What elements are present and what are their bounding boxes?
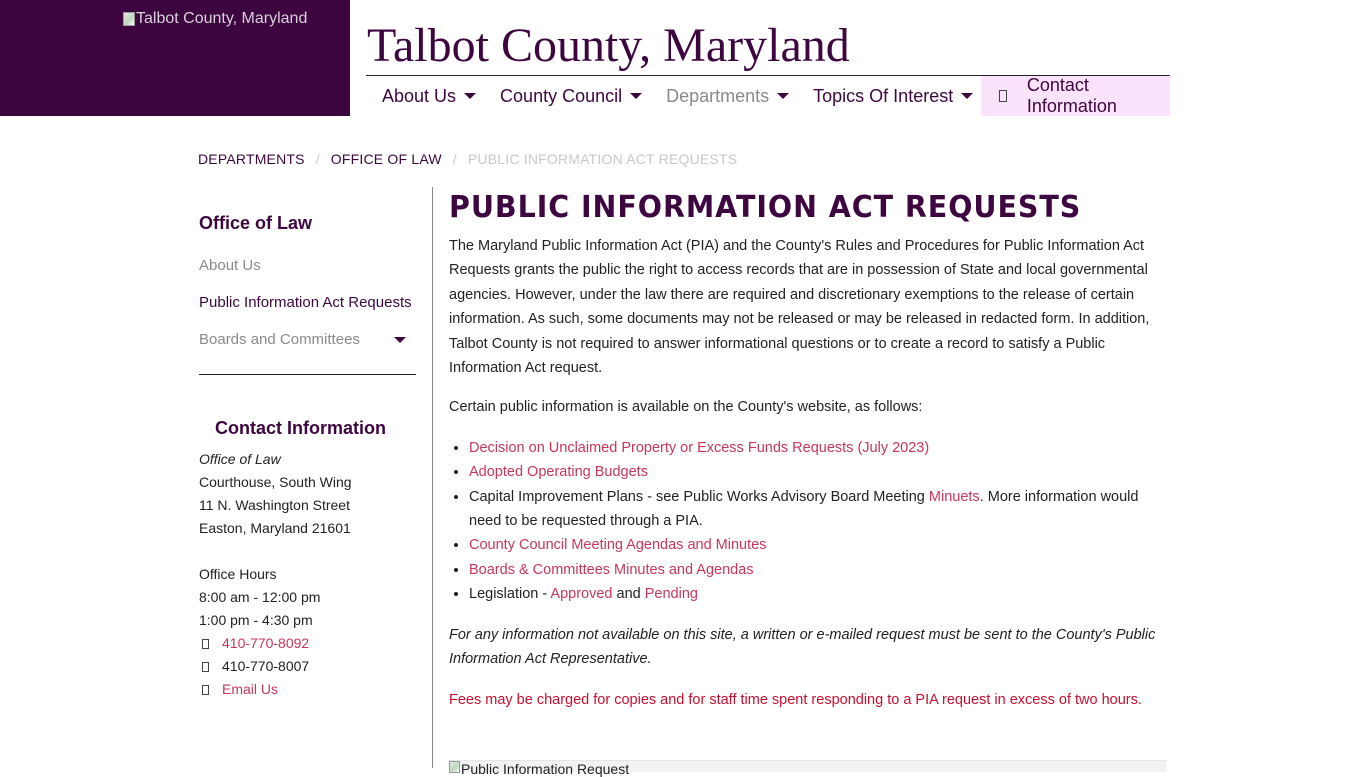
office-hours-line: 8:00 am - 12:00 pm: [199, 589, 321, 605]
fees-note: Fees may be charged for copies and for staff time spent responding to a PIA request in excess of two hours.: [449, 691, 1142, 708]
contact-address-line: 11 N. Washington Street: [199, 497, 350, 513]
caret-down-icon: [961, 93, 973, 99]
list-text: . More information would need to be requested through a PIA.: [469, 488, 1139, 530]
sidebar-heading[interactable]: Office of Law: [199, 213, 313, 233]
list-item: [469, 558, 1167, 582]
list-text: Capital Improvement Plans - see Public Works Advisory Board Meeting: [469, 488, 929, 505]
nav-item-about-us[interactable]: [366, 76, 484, 116]
site-title[interactable]: Talbot County, Maryland: [367, 19, 850, 72]
sidebar-item-label: Boards and Committees: [199, 331, 360, 348]
sidebar-item-about-us[interactable]: About Us: [199, 257, 261, 274]
breadcrumb-separator: /: [452, 151, 457, 167]
breadcrumb-departments[interactable]: DEPARTMENTS: [198, 151, 305, 167]
caret-down-icon[interactable]: [394, 337, 406, 343]
list-intro: Certain public information is available on the County's website, as follows:: [449, 399, 923, 416]
spacer: [199, 540, 416, 563]
nav-item-label: County Council: [500, 85, 623, 106]
image-alt-text: Public Information Request: [461, 761, 630, 777]
intro-paragraph: The Maryland Public Information Act (PIA) and the County's Rules and Procedures for Public Information Act Requests grants the public the right to access records that are in possession of State and local governmental agencies. However, under the law there are required and discretionary exemptions to the release of certain information. As such, some documents may not be released or may be released in redacted form. In addition, Talbot County is not required to answer informational questions or to create a record to satisfy a Public Information Act request.: [449, 238, 1150, 377]
legislation-pending-link[interactable]: Pending: [644, 586, 698, 603]
content-divider: [432, 187, 433, 768]
request-note: For any information not available on this site, a written or e-mailed request must be sent to the County's Public Information Act Representative.: [449, 626, 1156, 668]
contact-phone: [199, 632, 416, 655]
office-hours-label: Office Hours: [199, 566, 277, 582]
nav-item-label: Departments: [666, 85, 770, 106]
page-title: PUBLIC INFORMATION ACT REQUESTS: [449, 190, 1082, 225]
sidebar-item-boards-and-committees[interactable]: [199, 331, 416, 348]
breadcrumb-office-of-law[interactable]: OFFICE OF LAW: [330, 151, 442, 167]
site-logo[interactable]: [123, 10, 307, 28]
contact-info: [199, 448, 416, 701]
office-hours-line: 1:00 pm - 4:30 pm: [199, 612, 313, 628]
broken-image-icon: [449, 761, 460, 773]
public-info-list: [449, 436, 1167, 607]
list-item: [469, 533, 1167, 557]
fax-icon: [202, 662, 209, 672]
nav-contact-information[interactable]: [981, 76, 1170, 116]
sidebar-item-pia-requests[interactable]: Public Information Act Requests: [199, 294, 412, 311]
contact-heading: Contact Information: [215, 418, 386, 438]
nav-contact-label: Contact Information: [1026, 75, 1117, 116]
breadcrumb-separator: /: [315, 151, 320, 167]
nav-item-label: Topics Of Interest: [813, 85, 954, 106]
breadcrumb-current: PUBLIC INFORMATION ACT REQUESTS: [467, 151, 738, 167]
email-link[interactable]: Email Us: [222, 681, 279, 697]
contact-address-line: Courthouse, South Wing: [199, 474, 352, 490]
main-content: [449, 190, 1167, 712]
list-item: [469, 460, 1167, 484]
contact-email: [199, 678, 416, 701]
nav-item-label: About Us: [382, 85, 457, 106]
pia-request-image[interactable]: [449, 760, 1167, 777]
main-nav: [366, 76, 1170, 116]
sidebar: [199, 210, 416, 701]
site-logo-alt-text: Talbot County, Maryland: [136, 10, 308, 27]
minuets-link[interactable]: Minuets: [928, 488, 980, 505]
council-agendas-link[interactable]: County Council Meeting Agendas and Minutes: [469, 537, 767, 554]
phone-icon: [202, 639, 209, 649]
nav-item-topics-of-interest[interactable]: [797, 76, 981, 116]
caret-down-icon: [630, 93, 642, 99]
list-item: [469, 582, 1167, 606]
brand-block: [0, 0, 350, 116]
caret-down-icon: [777, 93, 789, 99]
contact-office: Office of Law: [199, 451, 281, 467]
unclaimed-property-link[interactable]: Decision on Unclaimed Property or Excess Funds Requests (July 2023): [469, 439, 930, 456]
operating-budgets-link[interactable]: Adopted Operating Budgets: [469, 464, 648, 481]
sidebar-divider: [199, 374, 416, 375]
legislation-approved-link[interactable]: Approved: [550, 586, 613, 603]
contact-address-line: Easton, Maryland 21601: [199, 520, 351, 536]
contact-fax: [199, 655, 416, 678]
list-item: [469, 436, 1167, 460]
nav-item-county-council[interactable]: [484, 76, 650, 116]
caret-down-icon: [464, 93, 476, 99]
broken-image-icon: [123, 12, 135, 26]
envelope-icon: [202, 685, 209, 695]
list-text: and: [612, 586, 645, 603]
list-item: [469, 485, 1167, 534]
address-card-icon: [999, 90, 1007, 102]
fax-number: 410-770-8007: [222, 658, 310, 674]
boards-minutes-link[interactable]: Boards & Committees Minutes and Agendas: [469, 561, 754, 578]
breadcrumb: [198, 151, 737, 167]
phone-link[interactable]: 410-770-8092: [222, 635, 310, 651]
nav-item-departments[interactable]: [650, 76, 797, 116]
list-text: Legislation -: [469, 586, 551, 603]
